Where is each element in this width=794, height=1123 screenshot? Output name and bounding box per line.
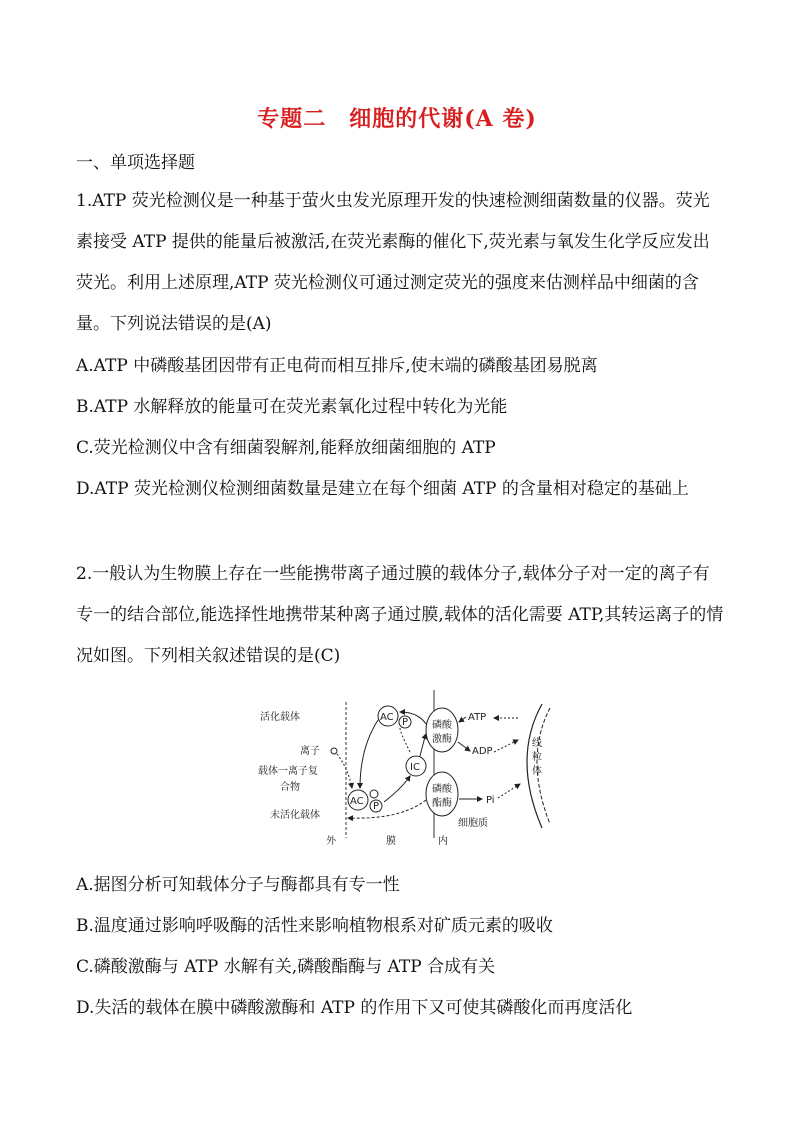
q1-option-a: A.ATP 中磷酸基团因带有正电荷而相互排斥,使末端的磷酸基团易脱离 xyxy=(76,356,598,376)
ac-label-top: AC xyxy=(380,712,394,723)
ion-transport-diagram xyxy=(250,688,560,848)
label-outside: 外 xyxy=(326,836,336,847)
adp-mito-arrow xyxy=(494,740,518,752)
atp-arrow xyxy=(459,717,466,722)
q2-option-b: B.温度通过影响呼吸酶的活性来影响植物根系对矿质元素的吸收 xyxy=(76,916,553,936)
section-heading: 一、单项选择题 xyxy=(76,153,195,173)
arrow-ac-to-complex xyxy=(360,720,378,788)
question-2-stem: 2.一般认为生物膜上存在一些能携带离子通过膜的载体分子,载体分子对一定的离子有专一的结合部位,能选择性地携带某种离子通过膜,载体的活化需要 ATP,其转运离子的情况如图。下列相关叙述错误的是(C) xyxy=(76,564,724,666)
page-title: 专题二 细胞的代谢(A 卷) xyxy=(257,106,537,132)
label-mito-3: 体 xyxy=(532,766,542,777)
label-cytoplasm: 细胞质 xyxy=(458,818,488,829)
arrow-ion-bind xyxy=(337,754,352,788)
q1-option-d: D.ATP 荧光检测仪检测细菌数量是建立在每个细菌 ATP 的含量相对稳定的基础上 xyxy=(76,479,689,499)
question-2-options xyxy=(76,865,726,1029)
label-membrane: 膜 xyxy=(386,836,396,847)
pi-mito-arrow xyxy=(498,784,520,798)
arrow-ic-to-kinase xyxy=(420,734,426,756)
phosphatase-label-1: 磷酸 xyxy=(432,784,452,795)
q2-option-d: D.失活的载体在膜中磷酸激酶和 ATP 的作用下又可使其磷酸化而再度活化 xyxy=(76,998,633,1018)
p-label-top: P xyxy=(402,717,409,728)
adp-arrow xyxy=(458,742,470,751)
kinase-label-1: 磷酸 xyxy=(432,720,452,731)
question-1-options xyxy=(76,346,726,510)
kinase-label-2: 激酶 xyxy=(432,734,452,745)
arrow-ic-release xyxy=(400,728,410,752)
label-complex-1: 载体一离子复 xyxy=(258,766,318,777)
label-mito-2: 粒 xyxy=(532,752,542,763)
label-activated-carrier: 活化载体 xyxy=(260,712,300,723)
label-mito-1: 线 xyxy=(532,738,542,749)
ac-label-bottom: AC xyxy=(350,796,364,807)
q2-option-c: C.磷酸激酶与 ATP 水解有关,磷酸酯酶与 ATP 合成有关 xyxy=(76,957,496,977)
q1-option-c: C.荧光检测仪中含有细菌裂解剂,能释放细菌细胞的 ATP xyxy=(76,438,496,458)
label-atp: ATP xyxy=(468,712,487,723)
question-1-stem: 1.ATP 荧光检测仪是一种基于萤火虫发光原理开发的快速检测细菌数量的仪器。荧光素接受 ATP 提供的能量后被激活,在荧光素酶的催化下,荧光素与氧发生化学反应发出荧光。利用上述原理,ATP 荧光检测仪可通过测定荧光的强度来估测样品中细菌的含量。下列说法错误的是(A) xyxy=(76,191,710,334)
ic-label: IC xyxy=(410,762,420,773)
q2-option-a: A.据图分析可知载体分子与酶都具有专一性 xyxy=(76,875,400,895)
p-label-bottom: P xyxy=(373,801,380,812)
ion-symbol xyxy=(331,748,337,754)
label-adp: ADP xyxy=(472,746,493,757)
arrow-complex-to-ic xyxy=(384,776,410,802)
q1-option-b: B.ATP 水解释放的能量可在荧光素氧化过程中转化为光能 xyxy=(76,397,508,417)
label-inactive-carrier: 未活化载体 xyxy=(270,810,320,821)
label-complex-2: 合物 xyxy=(280,782,300,793)
phosphatase-label-2: 酯酶 xyxy=(432,798,452,809)
ion-bound xyxy=(370,790,378,798)
label-inside: 内 xyxy=(438,836,448,847)
label-ion: 离子 xyxy=(300,746,320,757)
label-pi: Pi xyxy=(486,795,495,806)
